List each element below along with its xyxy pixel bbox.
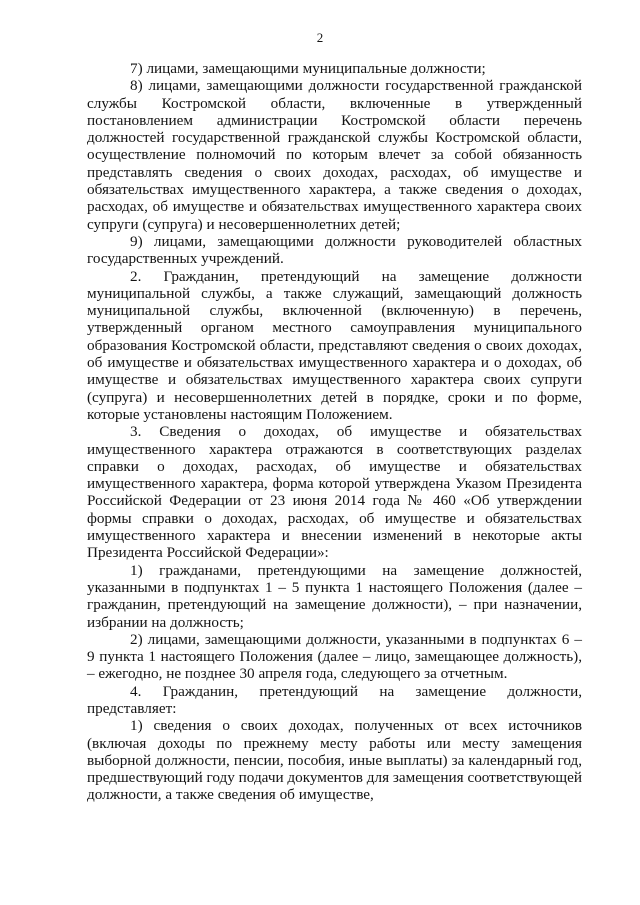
paragraph-section-2: 2. Гражданин, претендующий на замещение должности муниципальной службы, а также служащий, замещающий должность муниципальной службы, включенной (включенную) в перечень, утвержденный органом местного самоуправления муниципального образования Костромской области, представляют сведения о своих доходах, об имуществе и обязательствах имущественного характера и о доходах, об имуществе и обязательствах имущественного характера своих супруги (супруга) и несовершеннолетних детей в порядке, сроки и по форме, которые установлены настоящим Положением. [87,267,582,423]
page-number: 2 [316,30,324,45]
paragraph-section-4: 4. Гражданин, претендующий на замещение должности, представляет: [87,682,582,717]
document-body [87,60,582,804]
paragraph-section-4-item-1: 1) сведения о своих доходах, полученных от всех источников (включая доходы по прежнему месту работы или месту замещения выборной должности, пенсии, пособия, иные выплаты) за календарный год, предшествующий году подачи документов для замещения соответствующей должности, а также сведения об имуществе, [87,717,582,804]
paragraph-section-3-item-1: 1) гражданами, претендующими на замещение должностей, указанными в подпунктах 1 – 5 пункта 1 настоящего Положения (далее – гражданин, претендующий на замещение должности), – при назначении, избрании на должность; [87,561,582,631]
paragraph-section-3: 3. Сведения о доходах, об имуществе и обязательствах имущественного характера отражаются в соответствующих разделах справки о доходах, расходах, об имуществе и обязательствах имущественного характера, форма которой утверждена Указом Президента Российской Федерации от 23 июня 2014 года № 460 «Об утверждении формы справки о доходах, расходах, об имуществе и обязательствах имущественного характера и внесении изменений в некоторые акты Президента Российской Федерации»: [87,423,582,562]
paragraph-item-8: 8) лицами, замещающими должности государственной гражданской службы Костромской области, включенные в утвержденный постановлением администрации Костромской области перечень должностей государственной гражданской службы Костромской области, осуществление полномочий по которым влечет за собой обязанность представлять сведения о своих доходах, расходах, об имуществе и обязательствах имущественного характера, а также сведения о доходах, расходах, об имуществе и обязательствах имущественного характера своих супруги (супруга) и несовершеннолетних детей; [87,77,582,233]
paragraph-section-3-item-2: 2) лицами, замещающими должности, указанными в подпунктах 6 – 9 пункта 1 настоящего Положения (далее – лицо, замещающее должность), – ежегодно, не позднее 30 апреля года, следующего за отчетным. [87,630,582,683]
paragraph-item-9: 9) лицами, замещающими должности руководителей областных государственных учреждений. [87,232,582,268]
paragraph-item-7: 7) лицами, замещающими муниципальные должности; [130,60,486,77]
